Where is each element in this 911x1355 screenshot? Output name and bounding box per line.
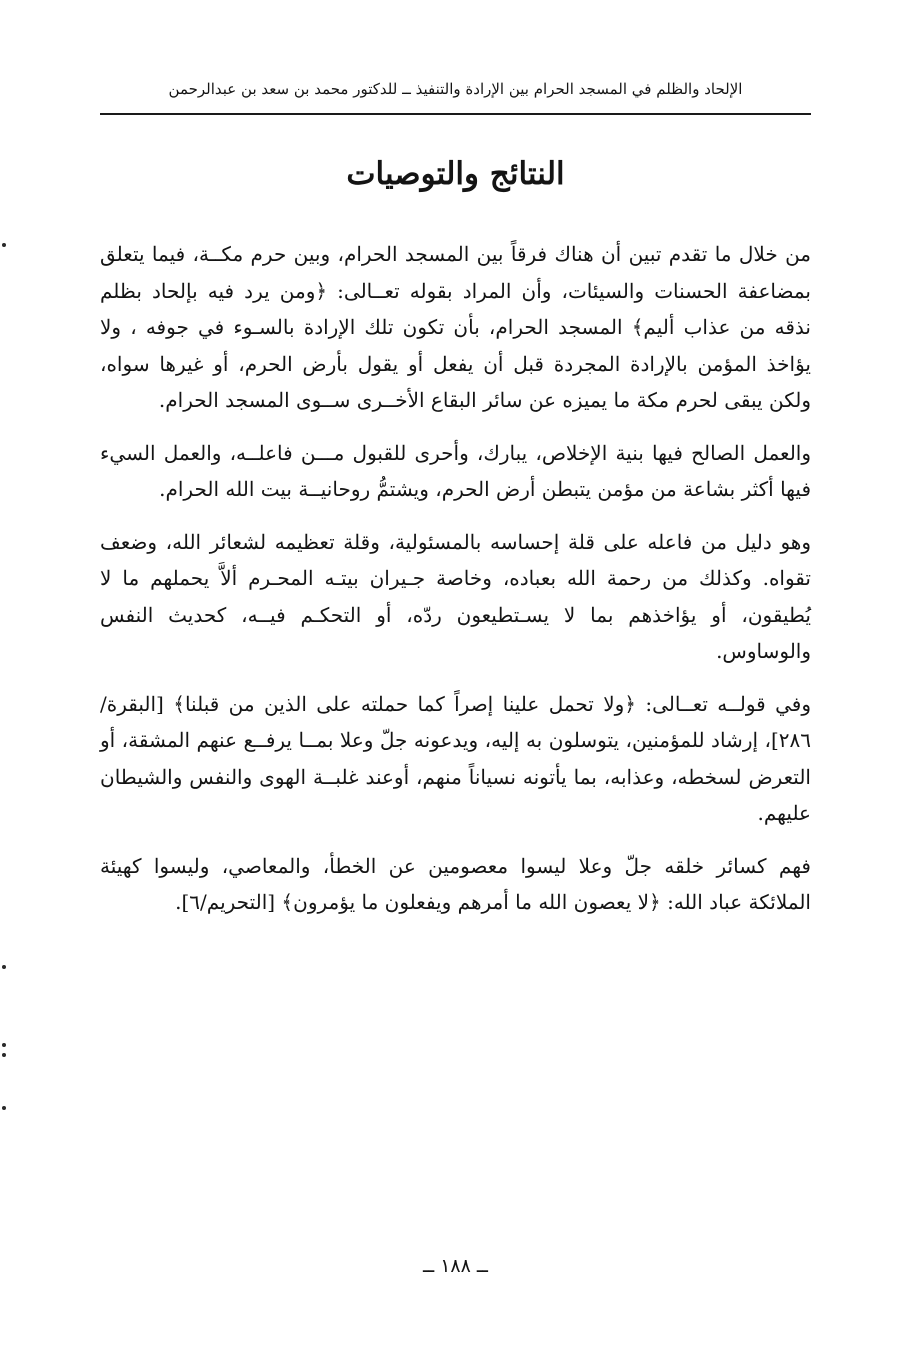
- header-divider: [100, 113, 811, 115]
- paragraph: من خلال ما تقدم تبين أن هناك فرقاً بين المسجد الحرام، وبين حرم مكــة، فيما يتعلق بمضاعفة الحسنات والسيئات، وأن المراد بقوله تعــالى: ﴿ومن يرد فيه بإلحاد بظلم نذقه من عذاب أليم﴾ المسجد الحرام، بأن تكون تلك الإرادة بالسـوء في جوفه ، ولا يؤاخذ المؤمن بالإرادة المجردة قبل أن يفعل أو يقول بأرض الحرم، أو غيرها سواه، ولكن يبقى لحرم مكة ما يميزه عن سائر البقاع الأخــرى ســوى المسجد الحرام.: [100, 242, 812, 412]
- running-header: الإلحاد والظلم في المسجد الحرام بين الإرادة والتنفيذ ــ للدكتور محمد بن سعد بن عبدالرحمن: [168, 80, 743, 98]
- scan-speck: [2, 965, 6, 969]
- body-text: [100, 236, 811, 937]
- paragraph: فهم كسائر خلقه جلّ وعلا ليسوا معصومين عن الخطأ، والمعاصي، وليسوا كهيئة الملائكة عباد الله: ﴿لا يعصون الله ما أمرهم ويفعلون ما يؤمرون﴾ [التحريم/٦].: [100, 853, 811, 914]
- paragraph: وفي قولــه تعــالى: ﴿ولا تحمل علينا إصراً كما حملته على الذين من قبلنا﴾ [البقرة/٢٨٦]، إرشاد للمؤمنين، يتوسلون به إليه، ويدعونه جلّ وعلا بمــا يرفــع عنهم المشقة، أو التعرض لسخطه، وعذابه، بما يأتونه نسياناً منهم، أوعند غلبــة الهوى والنفس والشيطان عليهم.: [100, 691, 811, 825]
- scan-speck: [2, 1106, 6, 1110]
- paragraph: والعمل الصالح فيها بنية الإخلاص، يبارك، وأحرى للقبول مـــن فاعلــه، والعمل السيء فيها أكثر بشاعة من مؤمن يتبطن أرض الحرم، ويشتمُّ روحانيــة بيت الله الحرام.: [100, 440, 811, 501]
- scan-speck: [2, 1053, 6, 1057]
- scan-speck: [2, 243, 6, 247]
- scan-speck: [2, 1043, 6, 1047]
- paragraph: وهو دليل من فاعله على قلة إحساسه بالمسئولية، وقلة تعظيمه لشعائر الله، وضعف تقواه. وكذلك من رحمة الله بعباده، وخاصة جـيران بيتـه المحـرم ألاَّ يحملهم ما لا يُطيقون، أو يؤاخذهم بما لا يسـتطيعون ردّه، أو التحكـم فيــه، كحديث النفس والوساوس.: [100, 529, 811, 663]
- chapter-title: النتائج والتوصيات: [346, 156, 565, 192]
- page-number: ــ ١٨٨ ــ: [423, 1255, 488, 1277]
